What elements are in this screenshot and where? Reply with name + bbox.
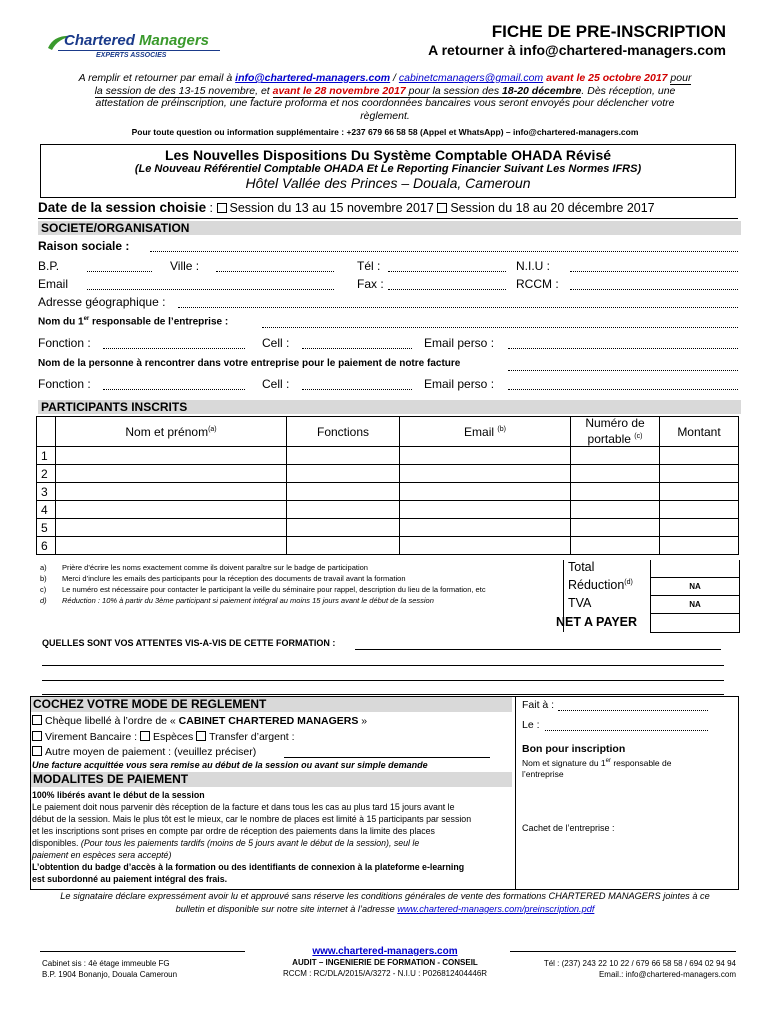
col-montant-header: Montant xyxy=(660,417,739,447)
course-venue: Hôtel Vallée des Princes – Douala, Cameroun xyxy=(245,175,531,191)
table-notes xyxy=(40,562,560,606)
raison-field[interactable] xyxy=(150,251,738,252)
note-d: d) Réduction : 10% à partir du 3ème participant si paiement intégral au moins 15 jours avant le début de la session xyxy=(40,596,434,605)
niu-label: N.I.U : xyxy=(516,259,551,273)
rccm-label: RCCM : xyxy=(516,277,559,291)
reduction-value: NA xyxy=(651,578,739,596)
le-label: Le : xyxy=(522,719,540,731)
course-subtitle: (Le Nouveau Référentiel Comptable OHADA Et Le Reporting Financier Suivant Les Normes IFRS) xyxy=(134,163,642,175)
contact-line: Pour toute question ou information supplémentaire : +237 679 66 58 58 (Appel et WhatsApp) – info@chartered-managers.com xyxy=(131,127,639,137)
tel-label: Tél : xyxy=(357,259,381,273)
modalites-text: 100% libérés avant le début de la session Le paiement doit nous parvenir dès réception de la facture et dans tous les cas au plus tard 15 jours avant le début de la session. Mais le plus tôt est le mieux, car le nombre de places est limité à 15 participants par session et les inscriptions sont prises en compte par ordre de réception des paiements dans la limite des places disponibles. (Pour tous les paiements tardifs (moins de 5 jours avant le début de la session), seul le paiement en espèces sera accepté) L’obtention du badge d’accès à la formation ou des identifiants de connexion à la plateforme e-learning est subordonné au paiement intégral des frais. xyxy=(32,790,472,884)
logo-text-accent: Managers xyxy=(139,32,210,49)
total-label: Total xyxy=(568,560,595,574)
note-b: b) Merci d’inclure les emails des participants pour la réception des documents de travail avant la formation xyxy=(40,574,406,583)
footer-center: www.chartered-managers.com AUDIT – INGENIERIE DE FORMATION - CONSEIL RCCM : RC/DLA/2015/A/3272 - N.I.U : P026812404446R xyxy=(282,946,488,978)
page-title: FICHE DE PRE-INSCRIPTION xyxy=(491,22,726,41)
fonction-label-2: Fonction : xyxy=(38,377,91,391)
cell-label-1: Cell : xyxy=(262,336,290,350)
session-2-label: Session du 18 au 20 décembre 2017 xyxy=(450,201,655,215)
reglement-note: Une facture acquittée vous sera remise au début de la session ou avant sur simple demande xyxy=(32,760,428,770)
return-address: A retourner à info@chartered-managers.com xyxy=(428,42,726,58)
logo-text-main: Chartered xyxy=(64,32,135,49)
session-2-checkbox[interactable] xyxy=(437,203,447,213)
course-title: Les Nouvelles Dispositions Du Système Comptable OHADA Révisé xyxy=(164,147,612,163)
tva-value: NA xyxy=(651,596,739,614)
option-autre: Autre moyen de paiement : (veuillez préciser) xyxy=(32,746,256,758)
cheque-checkbox[interactable] xyxy=(32,715,42,725)
responsable-field[interactable] xyxy=(262,327,738,328)
cell-field-1[interactable] xyxy=(302,348,412,349)
email-perso-field-2[interactable] xyxy=(508,389,738,390)
email-perso-label-2: Email perso : xyxy=(424,377,495,391)
cell-label-2: Cell : xyxy=(262,377,290,391)
participants-table xyxy=(36,416,739,555)
responsable-label: Nom du 1er responsable de l’entreprise : xyxy=(38,316,229,328)
signature-box xyxy=(514,696,739,890)
disclaimer: Le signataire déclare expressément avoir lu et approuvé sans réserve les conditions générales de vente des formations CHARTERED MANAGERS jointes à ce bulletin et disponible sur notre site internet à l’adresse www.chartered-managers.com/preinscription.pdf xyxy=(60,891,710,914)
fonction-field-1[interactable] xyxy=(103,348,245,349)
logo-subtitle: EXPERTS ASSOCIES xyxy=(96,52,167,59)
contact-person-label: Nom de la personne à rencontrer dans votre entreprise pour le paiement de notre facture xyxy=(38,358,461,369)
footer-contact: Tél : (237) 243 22 10 22 / 679 66 58 58 / 694 02 94 94 Email.: info@chartered-managers.com xyxy=(543,959,736,979)
total-value[interactable] xyxy=(651,560,739,578)
totals-values xyxy=(650,560,740,633)
table-row: 3 xyxy=(37,483,739,501)
ville-label: Ville : xyxy=(170,259,200,273)
note-a: a) Prière d’écrire les noms exactement comme ils doivent paraître sur le badge de participation xyxy=(40,563,368,572)
expectations-label: QUELLES SONT VOS ATTENTES VIS-A-VIS DE CETTE FORMATION : xyxy=(42,638,336,648)
fax-field[interactable] xyxy=(388,289,506,290)
table-row: 5 xyxy=(37,519,739,537)
net-value[interactable] xyxy=(651,614,739,632)
ville-field[interactable] xyxy=(216,271,334,272)
expectations-line-2[interactable] xyxy=(42,665,724,666)
logo-underline xyxy=(58,50,220,51)
bon-label: Bon pour inscription xyxy=(522,743,626,755)
reduction-label: Réduction$^{(d)}$ xyxy=(568,578,633,592)
email-link-1[interactable]: info@chartered-managers.com xyxy=(235,72,391,84)
signature-label: Nom et signature du 1er responsable de l’entreprise xyxy=(522,757,672,779)
modalites-section-header: MODALITES DE PAIEMENT xyxy=(31,772,512,787)
preinscription-link[interactable]: www.chartered-managers.com/preinscription.pdf xyxy=(397,904,595,914)
col-email-header: Email $^{(b)}$ xyxy=(400,417,571,447)
reglement-section-header: COCHEZ VOTRE MODE DE REGLEMENT xyxy=(31,697,512,712)
option-virement: Virement Bancaire : Espèces Transfer d’argent : xyxy=(32,731,295,743)
participants-section-header: PARTICIPANTS INSCRITS xyxy=(38,400,741,414)
footer-rule-right xyxy=(510,951,736,952)
col-fonctions-header: Fonctions xyxy=(287,417,400,447)
fait-field[interactable] xyxy=(558,710,708,711)
email-perso-field-1[interactable] xyxy=(508,348,738,349)
option-cheque: Chèque libellé à l’ordre de « CABINET CHARTERED MANAGERS » xyxy=(32,715,367,727)
niu-field[interactable] xyxy=(570,271,738,272)
virement-checkbox[interactable] xyxy=(32,731,42,741)
bp-label: B.P. xyxy=(38,259,60,273)
footer-address: Cabinet sis : 4è étage immeuble FG B.P. 1904 Bonanjo, Douala Cameroun xyxy=(42,959,178,979)
expectations-line-1[interactable] xyxy=(355,649,721,650)
expectations-line-4[interactable] xyxy=(42,694,724,695)
session-1-label: Session du 13 au 15 novembre 2017 xyxy=(229,201,434,215)
adresse-label: Adresse géographique : xyxy=(38,295,166,309)
fax-label: Fax : xyxy=(357,277,384,291)
note-c: c) Le numéro est nécessaire pour contacter le participant la veille du séminaire pour rappel, description du lieu de la formation, etc xyxy=(40,585,486,594)
autre-checkbox[interactable] xyxy=(32,746,42,756)
table-header-row xyxy=(37,417,739,447)
email-field[interactable] xyxy=(87,289,334,290)
tva-label: TVA xyxy=(568,596,592,610)
course-box xyxy=(40,144,736,198)
rccm-field[interactable] xyxy=(570,289,738,290)
net-label: NET A PAYER xyxy=(556,615,638,629)
especes-checkbox[interactable] xyxy=(140,731,150,741)
fonction-label-1: Fonction : xyxy=(38,336,91,350)
bp-field[interactable] xyxy=(87,271,152,272)
footer-website-link[interactable]: www.chartered-managers.com xyxy=(312,946,458,957)
table-row: 6 xyxy=(37,537,739,555)
email-link-2[interactable]: cabinetcmanagers@gmail.com xyxy=(398,72,544,84)
intro-text: A remplir et retourner par email à info@chartered-managers.com / cabinetcmanagers@gmail.com avant le 25 octobre 2017 pour la session de des 13-15 novembre, et avant le 28 novembre 2017 pour la session des 18-20 décembre. Dès réception, une attestation de préinscription, une facture proforma et nos coordonnées bancaires vous seront envoyés pour déclencher votre règlement. xyxy=(78,72,692,122)
col-nom-header: Nom et prénom$^{(a)}$ xyxy=(56,417,287,447)
email-perso-label-1: Email perso : xyxy=(424,336,495,350)
adresse-field[interactable] xyxy=(178,307,738,308)
contact-person-field[interactable] xyxy=(508,370,738,371)
session-1-checkbox[interactable] xyxy=(217,203,227,213)
cell-field-2[interactable] xyxy=(302,389,412,390)
le-field[interactable] xyxy=(545,730,708,731)
logo xyxy=(46,30,221,62)
org-section-header: SOCIETE/ORGANISATION xyxy=(38,221,741,235)
footer-rule-left xyxy=(40,951,245,952)
fait-label: Fait à : xyxy=(522,699,555,711)
session-label: Date de la session choisie xyxy=(38,200,207,215)
fonction-field-2[interactable] xyxy=(103,389,245,390)
table-row: 2 xyxy=(37,465,739,483)
col-portable-header: Numéro de portable $^{(c)}$ xyxy=(571,417,660,447)
table-row: 4 xyxy=(37,501,739,519)
cachet-label: Cachet de l’entreprise : xyxy=(522,823,615,833)
expectations-line-3[interactable] xyxy=(42,680,724,681)
autre-field[interactable] xyxy=(284,757,490,758)
session-row: Date de la session choisie : Session du 13 au 15 novembre 2017 Session du 18 au 20 décembre 2017 xyxy=(38,200,738,219)
raison-label: Raison sociale : xyxy=(38,239,130,253)
table-row: 1 xyxy=(37,447,739,465)
email-label: Email xyxy=(38,277,69,291)
transfert-checkbox[interactable] xyxy=(196,731,206,741)
tel-field[interactable] xyxy=(388,271,506,272)
